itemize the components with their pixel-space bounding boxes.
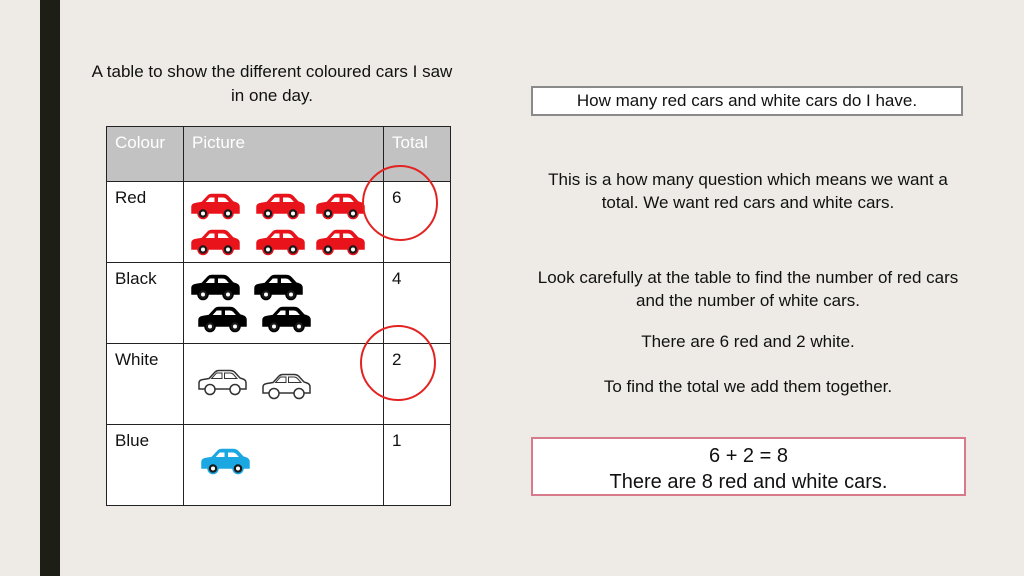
car-icon bbox=[199, 447, 251, 475]
row-picture bbox=[184, 344, 383, 424]
answer-sentence: There are 8 red and white cars. bbox=[609, 471, 888, 493]
car-icon bbox=[252, 273, 304, 301]
left-accent-bar bbox=[40, 0, 60, 576]
row-total: 6 bbox=[392, 188, 402, 207]
row-total: 2 bbox=[392, 350, 402, 369]
car-icon bbox=[314, 228, 366, 256]
car-icon bbox=[189, 273, 241, 301]
red-total-highlight-circle bbox=[362, 165, 438, 241]
row-total: 4 bbox=[392, 269, 402, 288]
header-colour: Colour bbox=[115, 133, 166, 152]
explanation-paragraph-3: There are 6 red and 2 white. bbox=[641, 332, 855, 351]
car-icon bbox=[254, 192, 306, 220]
row-colour: Blue bbox=[115, 431, 150, 450]
header-picture: Picture bbox=[192, 133, 245, 152]
row-colour: White bbox=[115, 350, 159, 369]
car-icon bbox=[260, 305, 312, 333]
row-picture bbox=[184, 425, 383, 505]
row-total: 1 bbox=[392, 431, 402, 450]
header-total: Total bbox=[392, 133, 428, 152]
car-icon bbox=[196, 305, 248, 333]
row-picture bbox=[184, 182, 383, 262]
table-row bbox=[107, 425, 451, 506]
row-colour: Black bbox=[115, 269, 157, 288]
explanation-paragraph-1: This is a how many question which means we want a total. We want red cars and white cars. bbox=[548, 170, 948, 212]
white-total-highlight-circle bbox=[360, 325, 436, 401]
car-icon bbox=[196, 368, 248, 396]
car-icon bbox=[189, 228, 241, 256]
explanation-paragraph-2: Look carefully at the table to find the number of red cars and the number of white cars. bbox=[537, 268, 959, 310]
answer-box bbox=[531, 437, 966, 496]
car-icon bbox=[260, 372, 312, 400]
car-icon bbox=[254, 228, 306, 256]
answer-equation: 6 + 2 = 8 bbox=[709, 445, 788, 467]
car-icon bbox=[189, 192, 241, 220]
row-colour: Red bbox=[115, 188, 147, 207]
table-title: A table to show the different coloured cars I saw in one day. bbox=[91, 62, 453, 105]
explanation-paragraph-4: To find the total we add them together. bbox=[603, 377, 893, 396]
row-picture bbox=[184, 263, 383, 343]
car-icon bbox=[314, 192, 366, 220]
question-box: How many red cars and white cars do I have. bbox=[531, 86, 963, 116]
